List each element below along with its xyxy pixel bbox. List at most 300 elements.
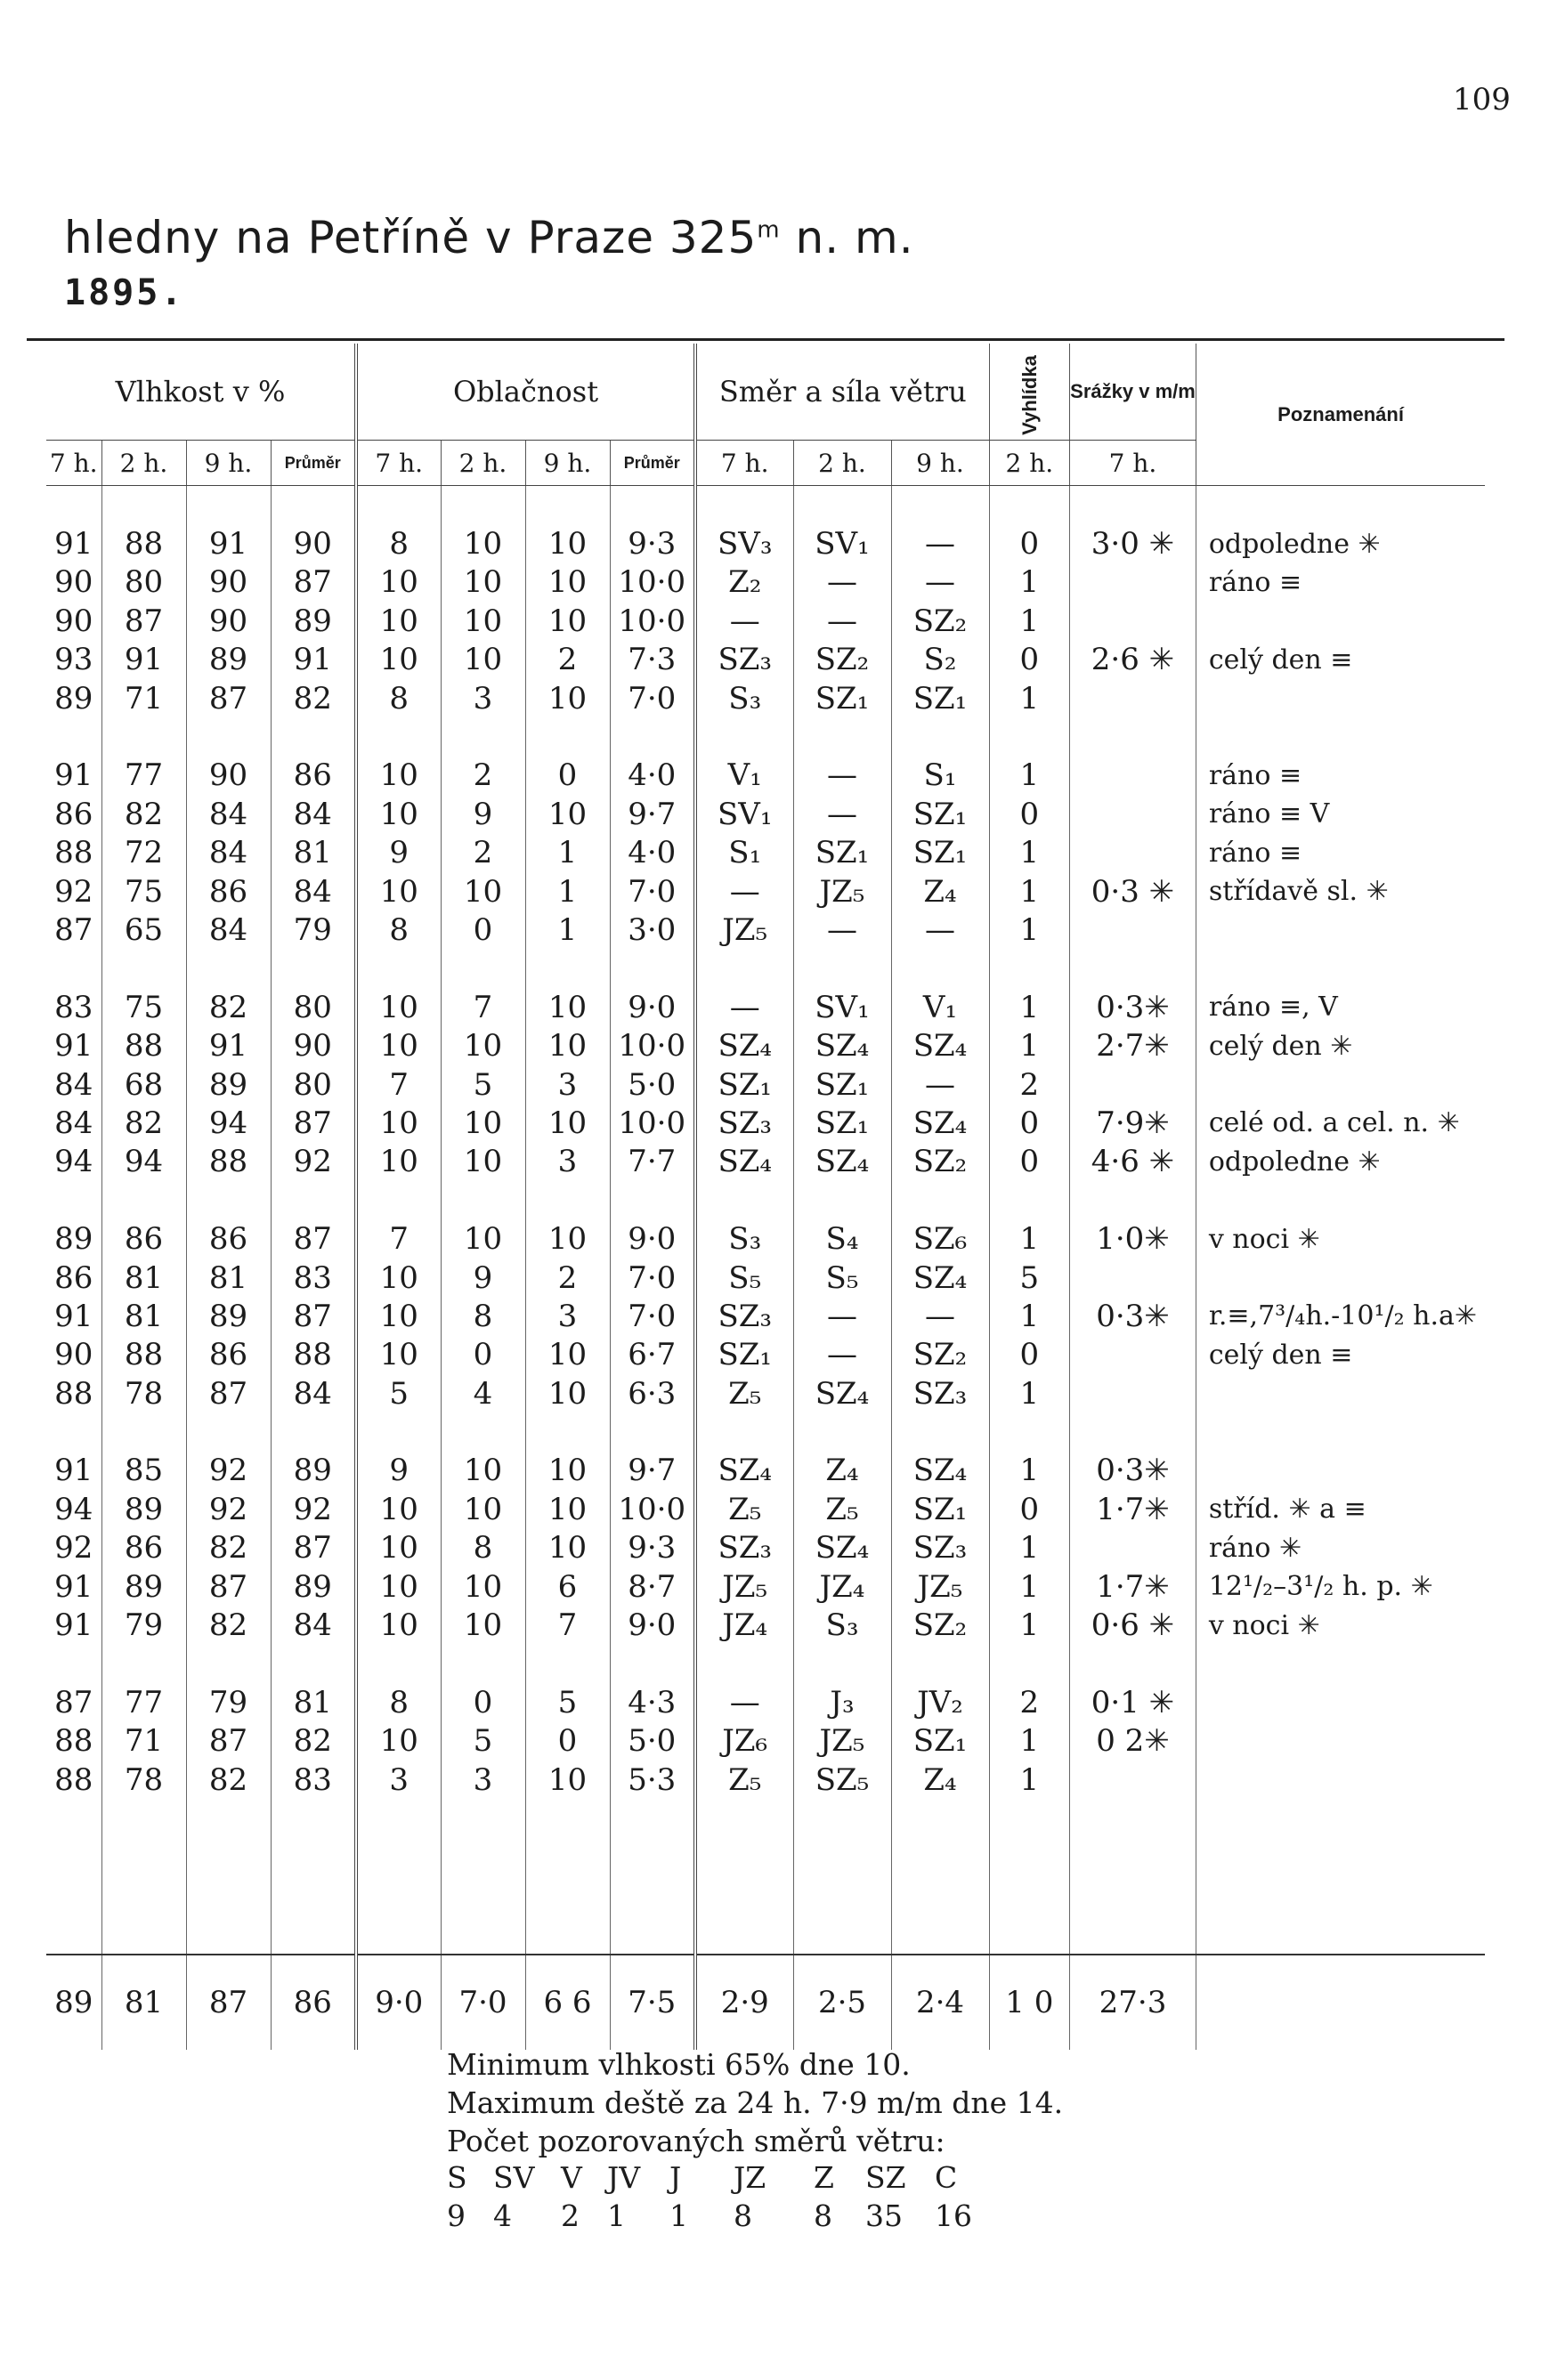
table-cell: 8 bbox=[356, 524, 441, 563]
table-cell: SZ₁ bbox=[891, 1722, 989, 1761]
table-cell: 94 bbox=[101, 1143, 186, 1181]
table-cell: SZ₁ bbox=[891, 795, 989, 833]
table-cell: SZ₁ bbox=[695, 1336, 793, 1374]
table-cell: Z₅ bbox=[793, 1490, 891, 1528]
table-cell: SZ₂ bbox=[891, 602, 989, 640]
table-cell: 1 bbox=[989, 988, 1070, 1026]
table-cell bbox=[989, 1915, 1070, 1954]
table-cell: v noci ✳ bbox=[1208, 1223, 1320, 1255]
table-cell bbox=[1196, 1452, 1485, 1490]
table-cell bbox=[695, 486, 793, 525]
table-cell: 1 bbox=[989, 1026, 1070, 1065]
table-cell bbox=[1196, 1181, 1485, 1219]
table-cell: Z₅ bbox=[695, 1761, 793, 1799]
table-cell: 0 bbox=[989, 1104, 1070, 1142]
table-cell: ráno ≡ V bbox=[1208, 798, 1330, 830]
table-cell bbox=[1196, 1799, 1485, 1837]
table-cell: 87 bbox=[271, 1297, 356, 1335]
table-cell: JZ₄ bbox=[695, 1606, 793, 1644]
cloud-avg-header: Průměr bbox=[610, 441, 695, 486]
table-cell: 93 bbox=[46, 641, 101, 679]
table-cell: 9·7 bbox=[610, 795, 695, 833]
spacer-row bbox=[46, 1645, 1485, 1683]
table-cell: 0 bbox=[989, 641, 1070, 679]
table-cell bbox=[610, 1413, 695, 1451]
table-cell: 1 bbox=[989, 911, 1070, 949]
table-cell bbox=[891, 1838, 989, 1876]
table-cell bbox=[793, 1876, 891, 1915]
table-cell: 1 bbox=[989, 1722, 1070, 1761]
table-cell: — bbox=[891, 1065, 989, 1104]
table-cell: — bbox=[891, 563, 989, 602]
table-cell bbox=[356, 717, 441, 756]
table-cell: 81 bbox=[186, 1259, 271, 1297]
table-cell: 81 bbox=[101, 1297, 186, 1335]
table-cell: 91 bbox=[46, 1606, 101, 1644]
table-cell bbox=[186, 1413, 271, 1451]
table-cell: 94 bbox=[46, 1490, 101, 1528]
table-cell: 91 bbox=[46, 757, 101, 795]
precip-7h-header: 7 h. bbox=[1070, 441, 1196, 486]
table-cell: 0 bbox=[989, 1490, 1070, 1528]
table-cell: SZ₄ bbox=[695, 1452, 793, 1490]
table-cell: 10 bbox=[525, 1336, 610, 1374]
table-row bbox=[46, 1259, 1485, 1297]
table-cell: 4·6 ✳ bbox=[1070, 1143, 1196, 1181]
table-cell bbox=[1070, 834, 1196, 872]
table-cell bbox=[1196, 1876, 1485, 1915]
table-cell: 10 bbox=[356, 757, 441, 795]
table-cell: S₃ bbox=[695, 679, 793, 717]
table-cell: S₃ bbox=[793, 1606, 891, 1644]
table-cell: SV₃ bbox=[695, 524, 793, 563]
table-cell bbox=[1070, 1761, 1196, 1799]
table-cell: S₅ bbox=[695, 1259, 793, 1297]
table-cell bbox=[1070, 1181, 1196, 1219]
table-row bbox=[46, 1374, 1485, 1413]
table-cell bbox=[891, 486, 989, 525]
table-cell: 4·3 bbox=[610, 1683, 695, 1721]
wind-direction-count: 1 bbox=[607, 2198, 626, 2233]
table-cell bbox=[793, 1799, 891, 1837]
table-cell: 10 bbox=[441, 524, 525, 563]
table-cell: 10 bbox=[356, 1259, 441, 1297]
table-cell: — bbox=[793, 602, 891, 640]
table-cell: SZ₄ bbox=[793, 1143, 891, 1181]
table-cell: 8 bbox=[356, 679, 441, 717]
table-cell: 79 bbox=[186, 1683, 271, 1721]
wind-direction-label: JZ bbox=[734, 2160, 766, 2195]
wind-header: Směr a síla větru bbox=[695, 344, 989, 441]
table-cell bbox=[101, 717, 186, 756]
table-cell: 87 bbox=[46, 1683, 101, 1721]
table-row bbox=[46, 679, 1485, 717]
table-cell bbox=[1070, 1876, 1196, 1915]
table-cell: 89 bbox=[101, 1490, 186, 1528]
table-cell: 82 bbox=[271, 1722, 356, 1761]
table-cell bbox=[1070, 486, 1196, 525]
table-cell bbox=[1070, 950, 1196, 988]
table-cell: 71 bbox=[101, 1722, 186, 1761]
table-cell: 87 bbox=[46, 911, 101, 949]
table-row bbox=[46, 1529, 1485, 1567]
table-cell: SZ₁ bbox=[891, 1490, 989, 1528]
table-cell: V₁ bbox=[695, 757, 793, 795]
table-row bbox=[46, 1297, 1485, 1335]
table-cell: 91 bbox=[46, 1026, 101, 1065]
table-cell bbox=[891, 1876, 989, 1915]
table-cell: 78 bbox=[101, 1374, 186, 1413]
title-tail: n. m. bbox=[780, 212, 914, 263]
table-cell: 72 bbox=[101, 834, 186, 872]
cloud-7h-header: 7 h. bbox=[356, 441, 441, 486]
table-cell bbox=[1070, 1374, 1196, 1413]
table-cell bbox=[441, 950, 525, 988]
table-cell: 9·0 bbox=[610, 1606, 695, 1644]
table-cell bbox=[186, 1915, 271, 1954]
table-cell: — bbox=[695, 602, 793, 640]
table-cell: SZ₅ bbox=[793, 1761, 891, 1799]
table-cell: stříd. ✳ a ≡ bbox=[1208, 1494, 1366, 1526]
table-cell bbox=[101, 950, 186, 988]
table-row bbox=[46, 1065, 1485, 1104]
table-row bbox=[46, 757, 1485, 795]
wind-direction-count: 8 bbox=[814, 2198, 832, 2233]
table-cell: — bbox=[891, 524, 989, 563]
table-cell: 10 bbox=[356, 1490, 441, 1528]
table-cell: 10 bbox=[356, 1026, 441, 1065]
table-cell: 10 bbox=[441, 1143, 525, 1181]
table-cell: 0 bbox=[989, 795, 1070, 833]
table-cell: SZ₄ bbox=[891, 1259, 989, 1297]
table-cell: 7·0 bbox=[610, 1297, 695, 1335]
table-body bbox=[46, 486, 1485, 2050]
table-cell: 86 bbox=[46, 1259, 101, 1297]
table-cell: 4·0 bbox=[610, 757, 695, 795]
table-cell: 10 bbox=[525, 563, 610, 602]
table-cell: 89 bbox=[186, 641, 271, 679]
table-cell: 89 bbox=[186, 1297, 271, 1335]
table-cell: S₃ bbox=[695, 1219, 793, 1258]
table-cell: 91 bbox=[46, 1452, 101, 1490]
table-cell bbox=[1070, 679, 1196, 717]
table-cell bbox=[1070, 1259, 1196, 1297]
table-cell: 10 bbox=[525, 1761, 610, 1799]
table-cell: 94 bbox=[186, 1104, 271, 1142]
table-cell: 0 bbox=[989, 524, 1070, 563]
table-cell: 1 bbox=[989, 602, 1070, 640]
table-cell: 89 bbox=[271, 1452, 356, 1490]
table-row bbox=[46, 1722, 1485, 1761]
table-cell: 3 bbox=[525, 1297, 610, 1335]
table-cell bbox=[271, 1645, 356, 1683]
table-cell bbox=[1070, 1838, 1196, 1876]
table-cell bbox=[441, 486, 525, 525]
table-cell: 82 bbox=[101, 795, 186, 833]
table-cell: 84 bbox=[46, 1104, 101, 1142]
table-cell: ráno ≡ bbox=[1208, 837, 1302, 869]
notes-header: Poznamenání bbox=[1196, 344, 1485, 486]
table-cell bbox=[610, 486, 695, 525]
table-cell: 1 bbox=[989, 1219, 1070, 1258]
table-cell: 10 bbox=[525, 1490, 610, 1528]
table-cell: SZ₃ bbox=[891, 1529, 989, 1567]
table-cell: 1·7✳ bbox=[1070, 1490, 1196, 1528]
table-cell bbox=[1070, 1529, 1196, 1567]
table-cell: 86 bbox=[46, 795, 101, 833]
precip-header: Srážky v m/m bbox=[1070, 344, 1196, 441]
table-cell: 84 bbox=[271, 872, 356, 911]
table-cell: 88 bbox=[271, 1336, 356, 1374]
table-cell: 10·0 bbox=[610, 1490, 695, 1528]
totals-cell: 81 bbox=[101, 1955, 186, 2050]
table-cell: 90 bbox=[186, 757, 271, 795]
table-cell: 88 bbox=[101, 524, 186, 563]
table-cell bbox=[356, 1915, 441, 1954]
table-row bbox=[46, 1683, 1485, 1721]
table-cell bbox=[525, 1915, 610, 1954]
table-cell: 10 bbox=[356, 795, 441, 833]
wind-direction-count: 16 bbox=[935, 2198, 972, 2233]
totals-cell: 27·3 bbox=[1070, 1955, 1196, 2050]
table-cell: 84 bbox=[186, 834, 271, 872]
table-cell: 92 bbox=[186, 1452, 271, 1490]
table-cell: 9 bbox=[356, 834, 441, 872]
table-cell: ráno ≡, V bbox=[1208, 992, 1338, 1024]
table-cell: 3 bbox=[525, 1065, 610, 1104]
table-cell: JV₂ bbox=[891, 1683, 989, 1721]
summary-min-humidity: Minimum vlhkosti 65% dne 10. bbox=[447, 2047, 911, 2082]
table-cell bbox=[1070, 1799, 1196, 1837]
table-cell: S₁ bbox=[891, 757, 989, 795]
table-cell: odpoledne ✳ bbox=[1208, 1145, 1381, 1178]
table-cell: 2·6 ✳ bbox=[1070, 641, 1196, 679]
wind-direction-count: 9 bbox=[447, 2198, 466, 2233]
table-cell: 80 bbox=[271, 1065, 356, 1104]
table-cell bbox=[186, 1181, 271, 1219]
table-cell: 6·3 bbox=[610, 1374, 695, 1413]
table-cell bbox=[101, 1799, 186, 1837]
table-cell: 80 bbox=[271, 988, 356, 1026]
totals-cell: 87 bbox=[186, 1955, 271, 2050]
table-cell bbox=[1196, 1722, 1485, 1761]
title-text: hledny na Petříně v Praze 325 bbox=[64, 212, 758, 263]
table-cell: 68 bbox=[101, 1065, 186, 1104]
table-cell: 10 bbox=[525, 988, 610, 1026]
table-cell: 10 bbox=[356, 563, 441, 602]
table-cell: 84 bbox=[271, 1606, 356, 1644]
wind-direction-label: SZ bbox=[865, 2160, 906, 2195]
table-cell bbox=[101, 1181, 186, 1219]
table-row bbox=[46, 1143, 1485, 1181]
table-cell: 1 bbox=[989, 1374, 1070, 1413]
table-cell bbox=[101, 486, 186, 525]
table-cell: 83 bbox=[271, 1761, 356, 1799]
table-cell bbox=[793, 1838, 891, 1876]
summary-max-rain: Maximum deště za 24 h. 7·9 m/m dne 14. bbox=[447, 2085, 1064, 2120]
table-cell: 92 bbox=[271, 1143, 356, 1181]
table-cell bbox=[186, 950, 271, 988]
table-cell: SV₁ bbox=[695, 795, 793, 833]
table-cell: — bbox=[793, 1336, 891, 1374]
table-cell: 7·3 bbox=[610, 641, 695, 679]
table-cell bbox=[186, 1799, 271, 1837]
table-row bbox=[46, 1104, 1485, 1142]
table-cell bbox=[891, 950, 989, 988]
table-cell bbox=[186, 1876, 271, 1915]
table-cell bbox=[1070, 911, 1196, 949]
table-cell: SZ₃ bbox=[695, 1297, 793, 1335]
table-cell bbox=[356, 486, 441, 525]
table-row bbox=[46, 1606, 1485, 1644]
table-cell bbox=[186, 486, 271, 525]
table-cell bbox=[1070, 795, 1196, 833]
table-cell: 82 bbox=[101, 1104, 186, 1142]
table-cell: 87 bbox=[271, 1219, 356, 1258]
table-cell: 88 bbox=[46, 1722, 101, 1761]
table-cell: 94 bbox=[46, 1143, 101, 1181]
spacer-row bbox=[46, 1876, 1485, 1915]
table-cell: S₄ bbox=[793, 1219, 891, 1258]
table-cell: Z₅ bbox=[695, 1374, 793, 1413]
table-cell: 0 bbox=[441, 911, 525, 949]
table-cell bbox=[793, 1181, 891, 1219]
table-cell: 0·6 ✳ bbox=[1070, 1606, 1196, 1644]
table-cell: 86 bbox=[101, 1529, 186, 1567]
table-cell: 84 bbox=[271, 1374, 356, 1413]
table-cell: 8 bbox=[356, 911, 441, 949]
table-cell bbox=[441, 1915, 525, 1954]
table-cell: 2 bbox=[525, 641, 610, 679]
table-cell bbox=[695, 950, 793, 988]
table-cell: 91 bbox=[101, 641, 186, 679]
table-cell: 81 bbox=[271, 834, 356, 872]
table-cell: 91 bbox=[271, 641, 356, 679]
table-cell: 85 bbox=[101, 1452, 186, 1490]
table-cell: — bbox=[793, 911, 891, 949]
table-cell bbox=[356, 1838, 441, 1876]
table-cell: 88 bbox=[101, 1026, 186, 1065]
table-cell bbox=[891, 1413, 989, 1451]
table-cell: SZ₄ bbox=[793, 1529, 891, 1567]
table-cell bbox=[271, 1876, 356, 1915]
totals-cell: 2·4 bbox=[891, 1955, 989, 2050]
table-cell: 2·7✳ bbox=[1070, 1026, 1196, 1065]
table-cell: 79 bbox=[271, 911, 356, 949]
wind-direction-count: 2 bbox=[561, 2198, 580, 2233]
table-cell bbox=[356, 1645, 441, 1683]
table-cell: SZ₃ bbox=[891, 1374, 989, 1413]
table-row bbox=[46, 524, 1485, 563]
table-cell: 0 bbox=[989, 1336, 1070, 1374]
table-cell bbox=[1196, 1065, 1485, 1104]
totals-cell: 9·0 bbox=[356, 1955, 441, 2050]
table-cell bbox=[891, 1181, 989, 1219]
table-cell: — bbox=[793, 563, 891, 602]
table-row bbox=[46, 1336, 1485, 1374]
table-cell: r.≡,7³/₄h.-10¹/₂ h.a✳ bbox=[1208, 1300, 1478, 1332]
table-cell: 6 bbox=[525, 1567, 610, 1606]
table-cell: 87 bbox=[101, 602, 186, 640]
table-cell bbox=[793, 486, 891, 525]
top-rule bbox=[27, 338, 1504, 341]
table-cell bbox=[356, 1413, 441, 1451]
table-cell: SZ₁ bbox=[793, 1104, 891, 1142]
table-cell: Z₄ bbox=[891, 872, 989, 911]
table-cell: 10 bbox=[356, 1529, 441, 1567]
table-cell bbox=[1070, 1336, 1196, 1374]
table-cell: 10·0 bbox=[610, 602, 695, 640]
totals-cell bbox=[1196, 1955, 1485, 2050]
table-cell: 0·3✳ bbox=[1070, 1297, 1196, 1335]
spacer-row bbox=[46, 486, 1485, 525]
table-cell bbox=[610, 1645, 695, 1683]
table-cell: SZ₃ bbox=[695, 1104, 793, 1142]
table-cell bbox=[525, 486, 610, 525]
table-cell: 10 bbox=[356, 1143, 441, 1181]
table-cell bbox=[1196, 1761, 1485, 1799]
page-number: 109 bbox=[1453, 82, 1511, 117]
table-cell: 10 bbox=[356, 1567, 441, 1606]
totals-cell: 2·5 bbox=[793, 1955, 891, 2050]
table-cell: 10 bbox=[525, 1219, 610, 1258]
table-cell bbox=[1070, 717, 1196, 756]
table-cell: JZ₄ bbox=[793, 1567, 891, 1606]
wind-direction-label: Z bbox=[814, 2160, 834, 2195]
table-cell: — bbox=[793, 757, 891, 795]
table-row bbox=[46, 1026, 1485, 1065]
hum-avg-header: Průměr bbox=[271, 441, 356, 486]
table-cell bbox=[441, 1799, 525, 1837]
table-cell: 90 bbox=[271, 1026, 356, 1065]
table-cell: — bbox=[695, 1683, 793, 1721]
table-cell bbox=[356, 1799, 441, 1837]
table-cell bbox=[441, 1181, 525, 1219]
table-cell: celý den ✳ bbox=[1208, 1030, 1353, 1062]
table-cell bbox=[989, 486, 1070, 525]
table-cell: 4 bbox=[441, 1374, 525, 1413]
table-cell: 1·7✳ bbox=[1070, 1567, 1196, 1606]
table-cell: 81 bbox=[101, 1259, 186, 1297]
table-cell: 6·7 bbox=[610, 1336, 695, 1374]
table-cell: 90 bbox=[271, 524, 356, 563]
vis-2h-header: 2 h. bbox=[989, 441, 1070, 486]
table-cell: SZ₁ bbox=[793, 834, 891, 872]
table-cell: 0 bbox=[525, 757, 610, 795]
table-cell bbox=[101, 1876, 186, 1915]
table-cell: 7 bbox=[356, 1219, 441, 1258]
spacer-row bbox=[46, 1413, 1485, 1451]
table-cell: 84 bbox=[271, 795, 356, 833]
table-cell: — bbox=[695, 988, 793, 1026]
table-cell bbox=[46, 1413, 101, 1451]
table-cell: 0 bbox=[989, 1143, 1070, 1181]
table-cell: SZ₂ bbox=[891, 1606, 989, 1644]
table-cell bbox=[46, 1915, 101, 1954]
table-cell: 10 bbox=[441, 1452, 525, 1490]
table-cell bbox=[271, 1799, 356, 1837]
table-cell: 90 bbox=[186, 602, 271, 640]
table-cell bbox=[1196, 1683, 1485, 1721]
table-cell bbox=[793, 717, 891, 756]
table-cell bbox=[793, 1413, 891, 1451]
table-row bbox=[46, 1761, 1485, 1799]
table-cell: — bbox=[695, 872, 793, 911]
table-row bbox=[46, 834, 1485, 872]
table-cell: 7·7 bbox=[610, 1143, 695, 1181]
table-row bbox=[46, 1452, 1485, 1490]
table-cell: 10 bbox=[356, 602, 441, 640]
